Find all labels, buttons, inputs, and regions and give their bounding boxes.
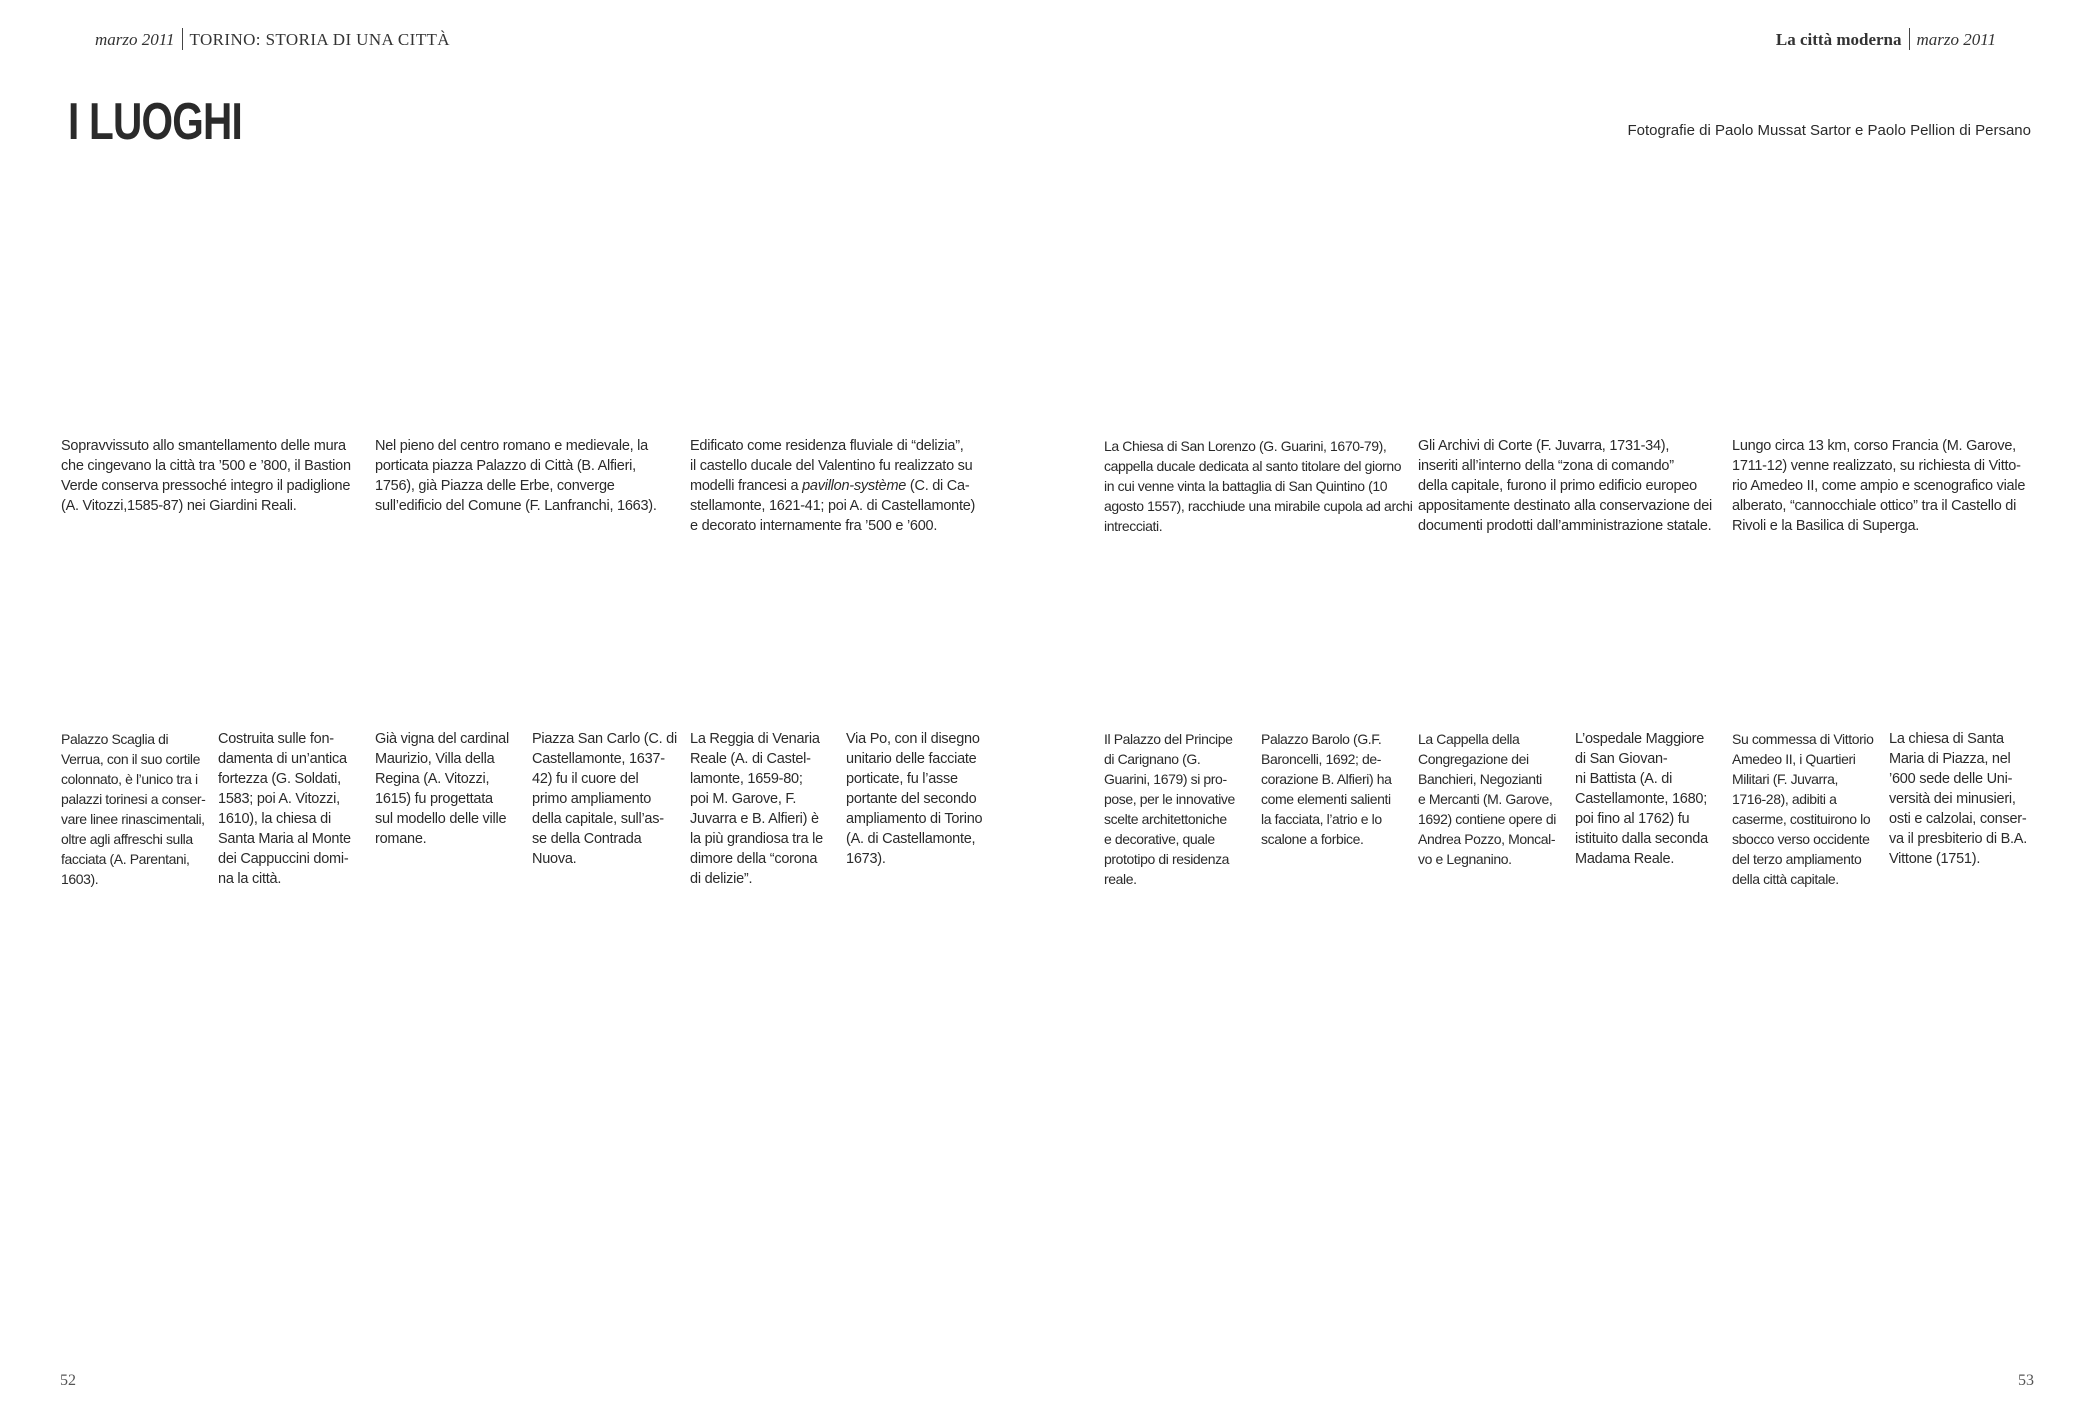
running-head-left bbox=[95, 28, 450, 50]
caption-line: Congregazione dei bbox=[1418, 751, 1529, 767]
caption-line: unitario delle facciate bbox=[846, 751, 977, 767]
caption-line: ni Battista (A. di bbox=[1575, 771, 1673, 787]
caption-line: cappella ducale dedicata al santo titolare del giorno bbox=[1104, 458, 1402, 474]
caption-line: corazione B. Alfieri) ha bbox=[1261, 771, 1392, 787]
caption-line: La Cappella della bbox=[1418, 731, 1520, 747]
photo-caption bbox=[690, 729, 840, 889]
caption-line: (A. Vitozzi,1585-87) nei Giardini Reali. bbox=[61, 498, 297, 514]
caption-line: 42) fu il cuore del bbox=[532, 771, 639, 787]
caption-line: il castello ducale del Valentino fu realizzato su bbox=[690, 458, 973, 474]
caption-line: di San Giovan- bbox=[1575, 751, 1668, 767]
caption-line: scalone a forbice. bbox=[1261, 831, 1364, 847]
caption-line: Guarini, 1679) si pro- bbox=[1104, 771, 1227, 787]
caption-line: sull’edificio del Comune (F. Lanfranchi, 1663). bbox=[375, 498, 657, 514]
caption-line: sbocco verso occidente bbox=[1732, 831, 1870, 847]
caption-line: Banchieri, Negozianti bbox=[1418, 771, 1542, 787]
caption-line: lamonte, 1659-80; bbox=[690, 771, 803, 787]
caption-line: Nuova. bbox=[532, 851, 577, 867]
caption-line: palazzi torinesi a conser- bbox=[61, 791, 206, 807]
photo-caption bbox=[1261, 729, 1411, 849]
caption-line: 1583; poi A. Vitozzi, bbox=[218, 791, 340, 807]
caption-line: facciata (A. Parentani, bbox=[61, 851, 190, 867]
caption-line: versità dei minusieri, bbox=[1889, 791, 2016, 807]
caption-line: caserme, costituirono lo bbox=[1732, 811, 1871, 827]
photo-caption bbox=[1104, 436, 1414, 536]
caption-line: intrecciati. bbox=[1104, 518, 1163, 534]
running-head-date: marzo 2011 bbox=[95, 30, 175, 49]
caption-line: poi fino al 1762) fu bbox=[1575, 811, 1690, 827]
running-head-title: La città moderna bbox=[1775, 30, 1902, 49]
caption-line: La Reggia di Venaria bbox=[690, 731, 820, 747]
caption-line: 1692) contiene opere di bbox=[1418, 811, 1556, 827]
caption-line: Castellamonte, 1637- bbox=[532, 751, 665, 767]
caption-line: Su commessa di Vittorio bbox=[1732, 731, 1874, 747]
caption-line: Il Palazzo del Principe bbox=[1104, 731, 1233, 747]
caption-line: di Carignano (G. bbox=[1104, 751, 1201, 767]
caption-line: reale. bbox=[1104, 871, 1137, 887]
caption-line: rio Amedeo II, come ampio e scenografico viale bbox=[1732, 478, 2026, 494]
caption-line: na la città. bbox=[218, 871, 282, 887]
caption-line: ampliamento di Torino bbox=[846, 811, 983, 827]
photo-caption bbox=[61, 436, 371, 516]
caption-line: 1711-12) venne realizzato, su richiesta di Vitto- bbox=[1732, 458, 2021, 474]
caption-line: Via Po, con il disegno bbox=[846, 731, 980, 747]
caption-line: oltre agli affreschi sulla bbox=[61, 831, 193, 847]
running-head-title: TORINO: STORIA DI UNA CITTÀ bbox=[189, 30, 450, 49]
caption-line: poi M. Garove, F. bbox=[690, 791, 797, 807]
page-title: I LUOGHI bbox=[68, 93, 243, 151]
caption-line: agosto 1557), racchiude una mirabile cupola ad archi bbox=[1104, 498, 1413, 514]
caption-line: Baroncelli, 1692; de- bbox=[1261, 751, 1382, 767]
caption-line: di delizie”. bbox=[690, 871, 753, 887]
caption-line: appositamente destinato alla conservazione dei bbox=[1418, 498, 1713, 514]
caption-line: Palazzo Scaglia di bbox=[61, 731, 169, 747]
caption-line: istituito dalla seconda bbox=[1575, 831, 1708, 847]
caption-line: che cingevano la città tra ’500 e ’800, il Bastion bbox=[61, 458, 351, 474]
caption-line: Sopravvissuto allo smantellamento delle mura bbox=[61, 438, 346, 454]
caption-line: documenti prodotti dall’amministrazione statale. bbox=[1418, 518, 1712, 534]
caption-line: della capitale, sull’as- bbox=[532, 811, 664, 827]
caption-line: dei Cappuccini domi- bbox=[218, 851, 349, 867]
caption-line: porticate, fu l’asse bbox=[846, 771, 958, 787]
caption-line: e decorato internamente fra ’500 e ’600. bbox=[690, 518, 938, 534]
caption-line: colonnato, è l’unico tra i bbox=[61, 771, 198, 787]
caption-line: 1756), già Piazza delle Erbe, converge bbox=[375, 478, 615, 494]
caption-line: 1716-28), adibiti a bbox=[1732, 791, 1837, 807]
photo-caption bbox=[1575, 729, 1725, 869]
photo-caption bbox=[1418, 729, 1568, 869]
running-head-right bbox=[1776, 28, 1996, 50]
caption-line: in cui venne vinta la battaglia di San Quintino (10 bbox=[1104, 478, 1388, 494]
running-head-divider bbox=[1909, 28, 1910, 50]
caption-line: 1603). bbox=[61, 871, 99, 887]
photo-credit: Fotografie di Paolo Mussat Sartor e Paolo Pellion di Persano bbox=[1627, 122, 2031, 139]
caption-line: stellamonte, 1621-41; poi A. di Castellamonte) bbox=[690, 498, 976, 514]
caption-line: scelte architettoniche bbox=[1104, 811, 1227, 827]
caption-line: Gli Archivi di Corte (F. Juvarra, 1731-34), bbox=[1418, 438, 1670, 454]
caption-line: sul modello delle ville bbox=[375, 811, 507, 827]
photo-caption bbox=[218, 729, 368, 889]
caption-line: ’600 sede delle Uni- bbox=[1889, 771, 2013, 787]
caption-line: (A. di Castellamonte, bbox=[846, 831, 976, 847]
caption-line: 1673). bbox=[846, 851, 886, 867]
caption-line: e Mercanti (M. Garove, bbox=[1418, 791, 1553, 807]
caption-line: dimore della “corona bbox=[690, 851, 818, 867]
caption-line: vare linee rinascimentali, bbox=[61, 811, 205, 827]
caption-line: Madama Reale. bbox=[1575, 851, 1675, 867]
caption-line: prototipo di residenza bbox=[1104, 851, 1230, 867]
caption-line: va il presbiterio di B.A. bbox=[1889, 831, 2028, 847]
caption-line: Castellamonte, 1680; bbox=[1575, 791, 1708, 807]
caption-line: Verrua, con il suo cortile bbox=[61, 751, 201, 767]
caption-line: Costruita sulle fon- bbox=[218, 731, 334, 747]
caption-line: La chiesa di Santa bbox=[1889, 731, 2004, 747]
caption-line: Reale (A. di Castel- bbox=[690, 751, 811, 767]
caption-line: Già vigna del cardinal bbox=[375, 731, 509, 747]
caption-line: della città capitale. bbox=[1732, 871, 1839, 887]
photo-caption bbox=[1732, 729, 1882, 889]
caption-line: Palazzo Barolo (G.F. bbox=[1261, 731, 1382, 747]
caption-line: L’ospedale Maggiore bbox=[1575, 731, 1705, 747]
caption-line: modelli francesi a pavillon-système (C. di Ca- bbox=[690, 478, 970, 494]
caption-line: se della Contrada bbox=[532, 831, 642, 847]
caption-line: porticata piazza Palazzo di Città (B. Alfieri, bbox=[375, 458, 636, 474]
caption-line: vo e Legnanino. bbox=[1418, 851, 1512, 867]
caption-line: Regina (A. Vitozzi, bbox=[375, 771, 490, 787]
caption-line: Andrea Pozzo, Moncal- bbox=[1418, 831, 1556, 847]
caption-line: Piazza San Carlo (C. di bbox=[532, 731, 677, 747]
caption-line: primo ampliamento bbox=[532, 791, 652, 807]
running-head-divider bbox=[182, 28, 183, 50]
photo-caption bbox=[1104, 729, 1254, 889]
photo-caption bbox=[61, 729, 211, 889]
caption-line: 1610), la chiesa di bbox=[218, 811, 331, 827]
caption-line: come elementi salienti bbox=[1261, 791, 1391, 807]
caption-line: La Chiesa di San Lorenzo (G. Guarini, 1670-79), bbox=[1104, 438, 1387, 454]
photo-caption bbox=[690, 436, 1000, 536]
caption-line: della capitale, furono il primo edificio europeo bbox=[1418, 478, 1697, 494]
caption-line: e decorative, quale bbox=[1104, 831, 1215, 847]
photo-caption bbox=[846, 729, 996, 869]
caption-line: Maria di Piazza, nel bbox=[1889, 751, 2011, 767]
caption-line: fortezza (G. Soldati, bbox=[218, 771, 341, 787]
caption-line: Rivoli e la Basilica di Superga. bbox=[1732, 518, 1920, 534]
caption-line: Verde conserva pressoché integro il padiglione bbox=[61, 478, 351, 494]
caption-line: Vittone (1751). bbox=[1889, 851, 1981, 867]
caption-line: romane. bbox=[375, 831, 427, 847]
photo-caption bbox=[375, 729, 525, 849]
caption-line: pose, per le innovative bbox=[1104, 791, 1235, 807]
caption-line: Lungo circa 13 km, corso Francia (M. Garove, bbox=[1732, 438, 2016, 454]
page-number-right: 53 bbox=[2018, 1372, 2034, 1389]
caption-line: del terzo ampliamento bbox=[1732, 851, 1862, 867]
photo-caption bbox=[1418, 436, 1728, 536]
caption-line: osti e calzolai, conser- bbox=[1889, 811, 2027, 827]
caption-line: Edificato come residenza fluviale di “delizia”, bbox=[690, 438, 964, 454]
caption-line: la più grandiosa tra le bbox=[690, 831, 823, 847]
caption-line: 1615) fu progettata bbox=[375, 791, 493, 807]
caption-line: Nel pieno del centro romano e medievale, la bbox=[375, 438, 648, 454]
caption-line: Maurizio, Villa della bbox=[375, 751, 495, 767]
caption-line: damenta di un’antica bbox=[218, 751, 347, 767]
caption-line: Amedeo II, i Quartieri bbox=[1732, 751, 1856, 767]
photo-caption bbox=[1889, 729, 2039, 869]
photo-caption bbox=[1732, 436, 2042, 536]
caption-line: Juvarra e B. Alfieri) è bbox=[690, 811, 819, 827]
photo-caption bbox=[532, 729, 682, 869]
page-number-left: 52 bbox=[60, 1372, 76, 1389]
running-head-date: marzo 2011 bbox=[1916, 30, 1996, 49]
caption-line: la facciata, l’atrio e lo bbox=[1261, 811, 1382, 827]
caption-line: Militari (F. Juvarra, bbox=[1732, 771, 1838, 787]
caption-line: Santa Maria al Monte bbox=[218, 831, 351, 847]
caption-line: inseriti all’interno della “zona di comando” bbox=[1418, 458, 1674, 474]
photo-caption bbox=[375, 436, 685, 516]
caption-line: portante del secondo bbox=[846, 791, 977, 807]
caption-line: alberato, “cannocchiale ottico” tra il Castello di bbox=[1732, 498, 2017, 514]
